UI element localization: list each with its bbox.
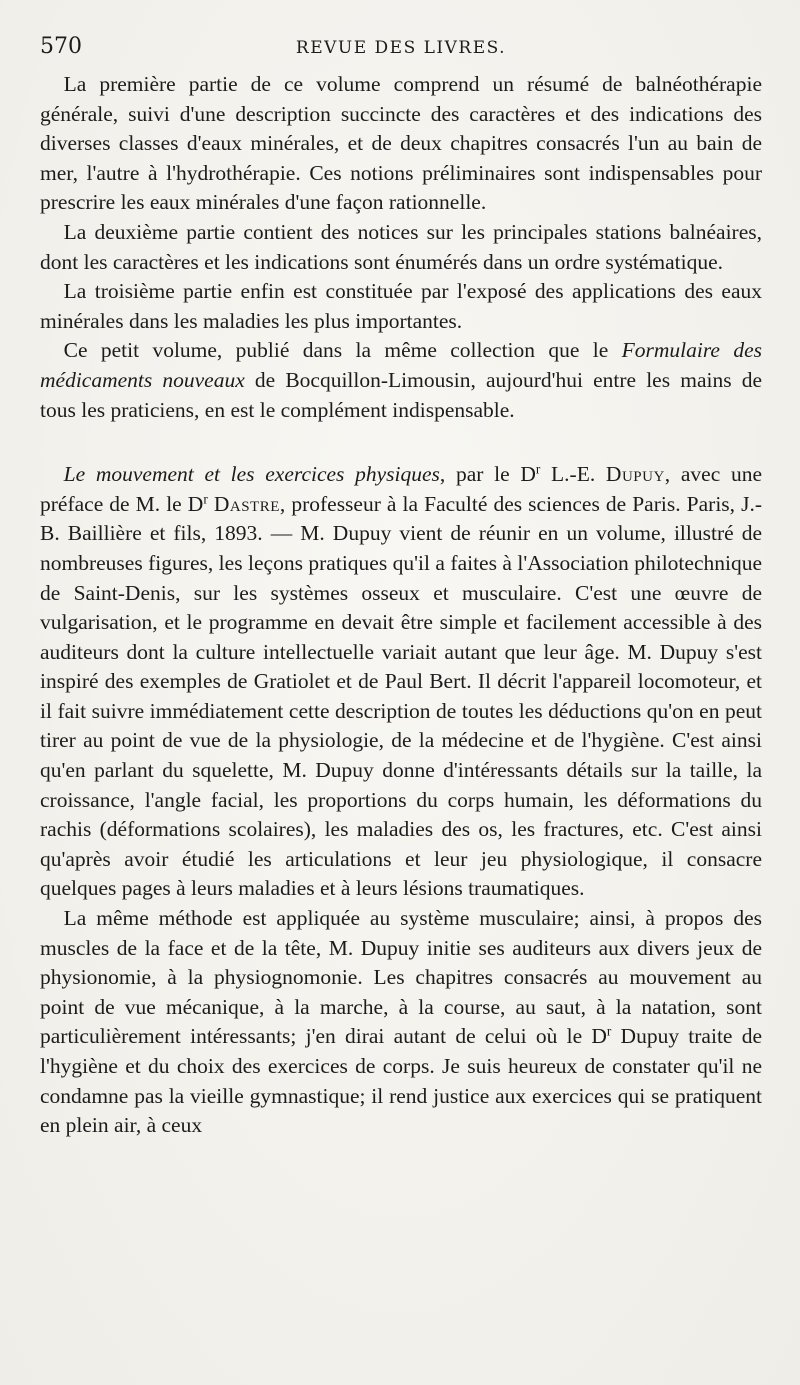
- text-run: , professeur à la Faculté des sciences de Paris. Paris, J.-B. Baillière et fils, 1893. — M. Dupuy vient de réunir en un volume, illustré de nombreuses figures, les leçons pratiques qu'il a faites à l'Association philotechnique de Saint-Denis, sur les systèmes osseux et musculaire. C'est une œuvre de vulgarisation, et le programme en devait être simple et facilement accessible à des auditeurs dont la culture intellectuelle variait autant que leur âge. M. Dupuy s'est inspiré des exemples de Gratiolet et de Paul Bert. Il décrit l'appareil locomoteur, et il fait suivre immédiatement cette description de toutes les déductions qu'on en peut tirer au point de vue de la physiologie, de la médecine et de l'hygiène. C'est ainsi qu'en parlant du squelette, M. Dupuy donne d'intéressants détails sur la taille, la croissance, l'angle facial, les proportions du corps humain, les déformations du rachis (déformations scolaires), les maladies des os, les fractures, etc. C'est ainsi qu'après avoir étudié les articulations et leur jeu physiologique, il consacre quelques pages à leurs maladies et à leurs lésions traumatiques.: [40, 491, 763, 901]
- text-run: L.-E.: [540, 462, 606, 487]
- paragraph: La troisième partie enfin est constituée par l'exposé des applications des eaux minérales dans les maladies les plus importantes.: [40, 279, 762, 333]
- journal-title: REVUE DES LIVRES.: [295, 38, 507, 58]
- text-run: Dupuy traite de l'hygiène et du choix des exercices de corps. Je suis heureux de constater qu'il ne condamne pas la vieille gymnastique; il rend justice aux exercices qui se pratiquent en plein air, à ceux: [40, 1024, 762, 1138]
- running-head: [40, 30, 762, 64]
- superscript: r: [535, 461, 541, 477]
- text-run: de Bocquillon-Limousin, aujourd'hui entre les mains de tous les praticiens, en est le complément indispensable.: [40, 367, 763, 422]
- author-name: Dupuy: [605, 462, 665, 487]
- superscript: r: [606, 1024, 612, 1040]
- section-break: [40, 425, 762, 460]
- paragraph: La première partie de ce volume comprend un résumé de balnéothérapie générale, suivi d'une description succincte des caractères et des indications des diverses classes d'eaux minérales, et de deux chapitres consacrés l'un au bain de mer, l'autre à l'hydrothérapie. Ces notions préliminaires sont indispensables pour prescrire les eaux minérales d'une façon rationnelle.: [40, 72, 762, 215]
- text-run: , par le D: [439, 462, 536, 487]
- body-text: [40, 70, 762, 1141]
- book-title: Le mouvement et les exercices physiques: [63, 462, 440, 487]
- paragraph: La deuxième partie contient des notices sur les principales stations balnéaires, dont les caractères et les indications sont énumérés dans un ordre systématique.: [40, 219, 762, 274]
- text-run: , avec une préface de M. le D: [40, 462, 762, 516]
- review-paragraph: [40, 460, 762, 904]
- page-number: 570: [40, 34, 82, 59]
- text-run: Ce petit volume, publié dans la même collection que le: [63, 338, 622, 363]
- superscript: r: [203, 491, 208, 507]
- paragraph: [40, 336, 762, 425]
- referenced-title: Formulaire des médicaments nouveaux: [40, 338, 762, 392]
- preface-author-name: Dastre: [213, 491, 280, 516]
- paragraph: [40, 904, 762, 1141]
- text-run: La même méthode est appliquée au système musculaire; ainsi, à propos des muscles de la face et de la tête, M. Dupuy initie ses auditeurs aux divers jeux de physionomie, à la physiognomonie. Les chapitres consacrés au mouvement au point de vue mécanique, à la marche, à la course, au saut, à la natation, sont particulièrement intéressants; j'en dirai autant de celui où le D: [40, 906, 762, 1049]
